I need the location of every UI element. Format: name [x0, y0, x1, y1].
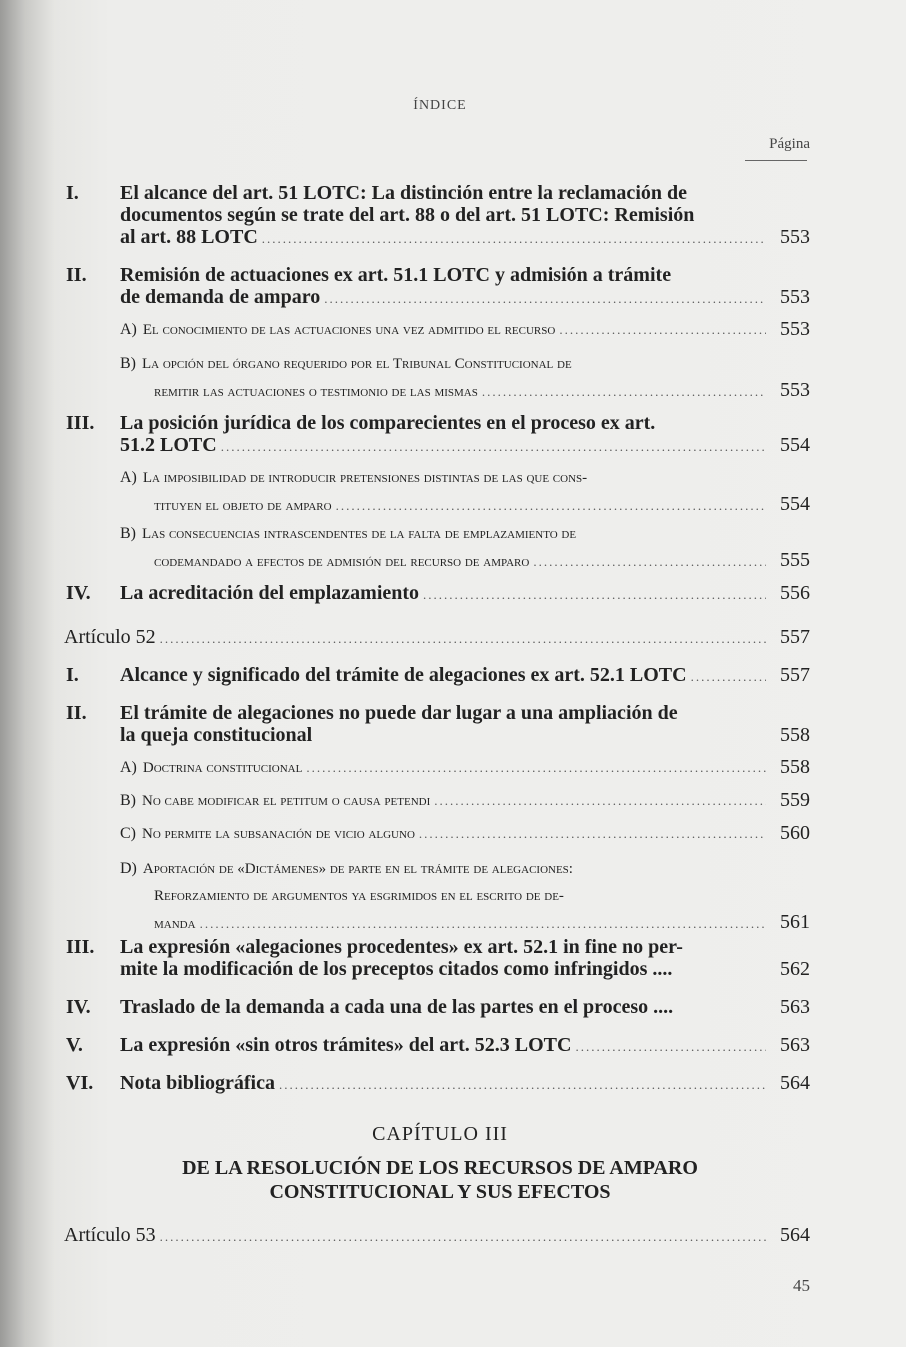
- entry-number: III.: [66, 936, 95, 958]
- chapter-title: [60, 1156, 820, 1204]
- subentry-letter: C): [120, 825, 136, 842]
- page-ref: 560: [780, 822, 810, 844]
- page-ref: 559: [780, 789, 810, 811]
- page-ref: 556: [780, 582, 810, 604]
- entry-number: II.: [66, 264, 87, 286]
- toc-entry-52-1: [66, 664, 810, 688]
- entry-text-line: codemandado a efectos de admisión del recurso de amparo: [154, 554, 530, 570]
- page-ref: 562: [780, 958, 810, 980]
- entry-text-line: La expresión «alegaciones procedentes» ex art. 52.1 in fine no per-: [120, 936, 683, 958]
- article-label: Artículo 52: [64, 626, 156, 648]
- toc-entry-52-3: [66, 936, 810, 980]
- entry-text-line: tituyen el objeto de amparo: [154, 498, 332, 514]
- entry-text-line: Doctrina constitucional: [142, 760, 303, 776]
- entry-text-line: La imposibilidad de introducir pretensiones distintas de las que cons-: [142, 470, 588, 486]
- entry-text-line: La opción del órgano requerido por el Tribunal Constitucional de: [142, 356, 572, 372]
- page-ref: 557: [780, 664, 810, 686]
- entry-text-line: Nota bibliográfica: [120, 1072, 275, 1094]
- subentry-letter: A): [120, 321, 137, 338]
- entry-text-line: No permite la subsanación de vicio alguno: [142, 826, 415, 842]
- page-ref: 564: [780, 1072, 810, 1094]
- toc-entry-52-6: [66, 1072, 810, 1096]
- toc-entry-4: [66, 582, 810, 606]
- entry-text-line: remitir las actuaciones o testimonio de las mismas: [154, 384, 478, 400]
- entry-text-line: El alcance del art. 51 LOTC: La distinción entre la reclamación de: [120, 182, 687, 204]
- entry-text-line: Aportación de «Dictámenes» de parte en el trámite de alegaciones:: [142, 861, 573, 877]
- running-header: ÍNDICE: [413, 98, 467, 113]
- page-ref: 553: [780, 379, 810, 401]
- page-ref: 553: [780, 286, 810, 308]
- page-ref: 558: [780, 724, 810, 746]
- page-ref: 557: [780, 626, 810, 648]
- entry-text-line: 51.2 LOTC: [120, 434, 217, 456]
- entry-text-line: manda: [154, 916, 196, 932]
- article-label: Artículo 53: [64, 1224, 156, 1246]
- entry-text-line: mite la modificación de los preceptos citados como infringidos ....: [120, 958, 673, 980]
- toc-entry-3: [66, 412, 810, 458]
- page-ref: 554: [780, 434, 810, 456]
- page-ref: 555: [780, 549, 810, 571]
- subentry-letter: A): [120, 759, 137, 776]
- subentry-letter: B): [120, 355, 136, 372]
- page-ref: 564: [780, 1224, 810, 1246]
- entry-number: I.: [66, 182, 79, 204]
- toc-entry-1: [66, 182, 810, 250]
- entry-number: IV.: [66, 582, 91, 604]
- entry-text-line: La acreditación del emplazamiento: [120, 582, 420, 604]
- entry-text-line: Reforzamiento de argumentos ya esgrimidos en el escrito de de-: [154, 888, 564, 904]
- entry-number: III.: [66, 412, 95, 434]
- toc-entry-52-4: [66, 996, 810, 1018]
- entry-text-line: No cabe modificar el petitum o causa petendi: [142, 793, 431, 809]
- entry-text-line: documentos según se trate del art. 88 o del art. 51 LOTC: Remisión: [120, 204, 695, 226]
- page-ref: 554: [780, 493, 810, 515]
- toc-subentry-52-2b: [120, 787, 810, 815]
- toc-subentry-3a: [120, 464, 810, 520]
- entry-text-line: La posición jurídica de los comparecientes en el proceso ex art.: [120, 412, 656, 434]
- entry-text-line: de demanda de amparo: [120, 286, 321, 308]
- page-ref: 553: [780, 226, 810, 248]
- entry-number: I.: [66, 664, 79, 686]
- subentry-letter: A): [120, 469, 137, 486]
- entry-text-line: al art. 88 LOTC: [120, 226, 258, 248]
- toc-entry-52-2: [66, 702, 810, 748]
- page-number: 45: [793, 1276, 810, 1295]
- toc-subentry-2a: [120, 316, 810, 344]
- entry-text-line: La expresión «sin otros trámites» del art. 52.3 LOTC: [120, 1034, 572, 1056]
- toc-subentry-2b: [120, 350, 810, 406]
- toc-entry-52-5: [66, 1034, 810, 1058]
- entry-text-line: Las consecuencias intrascendentes de la falta de emplazamiento de: [142, 526, 577, 542]
- toc-subentry-52-2a: [120, 754, 810, 782]
- chapter-title-line: DE LA RESOLUCIÓN DE LOS RECURSOS DE AMPARO: [182, 1157, 698, 1179]
- chapter-label: CAPÍTULO III: [372, 1123, 508, 1145]
- toc-article-52: [64, 626, 810, 649]
- entry-text-line: Alcance y significado del trámite de alegaciones ex art. 52.1 LOTC: [120, 664, 687, 686]
- page-ref: 558: [780, 756, 810, 778]
- page-column-rule: [745, 160, 807, 161]
- page-column-label: Página: [769, 136, 810, 152]
- page-ref: 553: [780, 318, 810, 340]
- chapter-title-line: CONSTITUCIONAL Y SUS EFECTOS: [269, 1181, 611, 1203]
- entry-text-line: El trámite de alegaciones no puede dar lugar a una ampliación de: [120, 702, 678, 724]
- toc-article-53: [64, 1224, 810, 1247]
- entry-text-line: Traslado de la demanda a cada una de las partes en el proceso ....: [120, 996, 674, 1018]
- entry-number: II.: [66, 702, 87, 724]
- page-ref: 563: [780, 1034, 810, 1056]
- entry-number: IV.: [66, 996, 91, 1018]
- subentry-letter: D): [120, 860, 137, 877]
- toc-subentry-3b: [120, 520, 810, 576]
- subentry-letter: B): [120, 792, 136, 809]
- toc-subentry-52-2c: [120, 820, 810, 848]
- page-ref: 561: [780, 911, 810, 933]
- toc-entry-2: [66, 264, 810, 310]
- entry-number: VI.: [66, 1072, 94, 1094]
- entry-number: V.: [66, 1034, 83, 1056]
- entry-text-line: El conocimiento de las actuaciones una vez admitido el recurso: [142, 322, 556, 338]
- entry-text-line: Remisión de actuaciones ex art. 51.1 LOTC y admisión a trámite: [120, 264, 672, 286]
- entry-text-line: la queja constitucional: [120, 724, 313, 746]
- subentry-letter: B): [120, 525, 136, 542]
- page-ref: 563: [780, 996, 810, 1018]
- toc-subentry-52-2d: [120, 855, 810, 938]
